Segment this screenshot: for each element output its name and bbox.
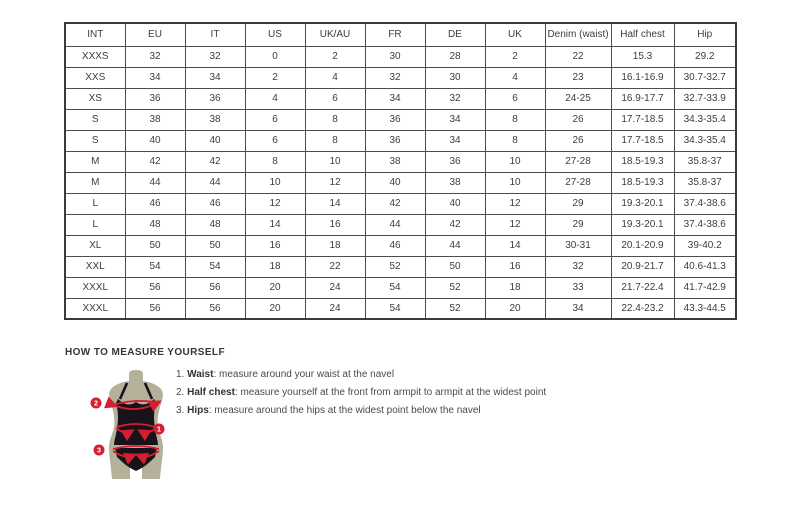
table-cell: 36 — [185, 88, 245, 109]
table-cell: 18.5-19.3 — [611, 151, 674, 172]
table-cell: 4 — [485, 67, 545, 88]
table-cell: 56 — [185, 298, 245, 319]
instruction-label: Half chest — [187, 387, 235, 398]
table-row — [65, 214, 736, 235]
table-cell: 54 — [185, 256, 245, 277]
table-cell: 42 — [125, 151, 185, 172]
table-cell: 23 — [545, 67, 611, 88]
table-cell: 38 — [365, 151, 425, 172]
table-cell: 50 — [125, 235, 185, 256]
column-header: Hip — [674, 23, 736, 46]
column-header: Denim (waist) — [545, 23, 611, 46]
table-cell: 21.7-22.4 — [611, 277, 674, 298]
size-cell: S — [65, 109, 125, 130]
table-cell: 6 — [305, 88, 365, 109]
column-header: INT — [65, 23, 125, 46]
table-cell: 12 — [305, 172, 365, 193]
size-cell: L — [65, 193, 125, 214]
instruction-label: Hips — [187, 405, 209, 416]
table-row — [65, 172, 736, 193]
measure-instructions-list — [176, 366, 616, 420]
table-cell: 39-40.2 — [674, 235, 736, 256]
instruction-number: 2. — [176, 387, 188, 398]
table-cell: 28 — [425, 46, 485, 67]
size-cell: M — [65, 151, 125, 172]
table-cell: 6 — [485, 88, 545, 109]
table-cell: 50 — [185, 235, 245, 256]
size-cell: XXL — [65, 256, 125, 277]
table-cell: 52 — [365, 256, 425, 277]
table-cell: 22 — [545, 46, 611, 67]
table-cell: 6 — [245, 109, 305, 130]
table-cell: 22.4-23.2 — [611, 298, 674, 319]
table-cell: 36 — [365, 109, 425, 130]
table-cell: 38 — [125, 109, 185, 130]
table-cell: 42 — [425, 214, 485, 235]
table-cell: 20 — [485, 298, 545, 319]
table-cell: 4 — [305, 67, 365, 88]
svg-text:3: 3 — [96, 445, 102, 455]
table-cell: 12 — [485, 214, 545, 235]
table-cell: 12 — [245, 193, 305, 214]
table-cell: 18 — [485, 277, 545, 298]
table-cell: 44 — [425, 235, 485, 256]
table-cell: 15.3 — [611, 46, 674, 67]
table-cell: 19.3-20.1 — [611, 214, 674, 235]
size-cell: S — [65, 130, 125, 151]
table-cell: 52 — [425, 298, 485, 319]
table-cell: 32 — [425, 88, 485, 109]
table-cell: 4 — [245, 88, 305, 109]
table-cell: 34 — [545, 298, 611, 319]
table-cell: 40 — [185, 130, 245, 151]
table-cell: 40 — [425, 193, 485, 214]
table-cell: 32 — [365, 67, 425, 88]
table-cell: 10 — [245, 172, 305, 193]
table-cell: 34 — [125, 67, 185, 88]
column-header: IT — [185, 23, 245, 46]
table-cell: 46 — [185, 193, 245, 214]
table-cell: 16.9-17.7 — [611, 88, 674, 109]
marker-badge-waist — [154, 424, 165, 435]
column-header: DE — [425, 23, 485, 46]
table-cell: 32.7-33.9 — [674, 88, 736, 109]
table-cell: 42 — [365, 193, 425, 214]
instruction-line — [176, 366, 616, 384]
table-header-row — [65, 23, 736, 46]
marker-badge-chest — [91, 398, 102, 409]
table-cell: 20 — [245, 298, 305, 319]
table-cell: 14 — [305, 193, 365, 214]
table-cell: 56 — [125, 277, 185, 298]
table-cell: 38 — [185, 109, 245, 130]
table-row — [65, 193, 736, 214]
how-to-measure-heading: HOW TO MEASURE YOURSELF — [65, 347, 225, 358]
column-header: US — [245, 23, 305, 46]
table-cell: 54 — [125, 256, 185, 277]
mannequin-figure-svg — [82, 369, 190, 481]
table-cell: 17.7-18.5 — [611, 130, 674, 151]
svg-text:2: 2 — [93, 398, 99, 408]
table-cell: 29 — [545, 193, 611, 214]
table-cell: 8 — [485, 109, 545, 130]
table-cell: 30.7-32.7 — [674, 67, 736, 88]
instruction-number: 1. — [176, 369, 188, 380]
table-cell: 30 — [425, 67, 485, 88]
table-cell: 24 — [305, 277, 365, 298]
table-cell: 27-28 — [545, 151, 611, 172]
table-cell: 44 — [185, 172, 245, 193]
table-cell: 52 — [425, 277, 485, 298]
size-cell: XXXL — [65, 277, 125, 298]
marker-badge-hips — [94, 445, 105, 456]
table-cell: 34 — [365, 88, 425, 109]
table-cell: 16 — [305, 214, 365, 235]
table-cell: 44 — [125, 172, 185, 193]
table-cell: 16 — [245, 235, 305, 256]
table-row — [65, 46, 736, 67]
table-cell: 33 — [545, 277, 611, 298]
table-cell: 14 — [245, 214, 305, 235]
table-cell: 29 — [545, 214, 611, 235]
table-cell: 48 — [185, 214, 245, 235]
table-cell: 2 — [485, 46, 545, 67]
table-cell: 18.5-19.3 — [611, 172, 674, 193]
instruction-number: 3. — [176, 405, 188, 416]
table-cell: 34.3-35.4 — [674, 109, 736, 130]
table-cell: 34.3-35.4 — [674, 130, 736, 151]
table-cell: 40 — [125, 130, 185, 151]
table-cell: 6 — [245, 130, 305, 151]
table-cell: 40 — [365, 172, 425, 193]
table-cell: 34 — [185, 67, 245, 88]
table-row — [65, 67, 736, 88]
table-cell: 17.7-18.5 — [611, 109, 674, 130]
table-cell: 30 — [365, 46, 425, 67]
table-cell: 32 — [125, 46, 185, 67]
column-header: FR — [365, 23, 425, 46]
table-cell: 20 — [245, 277, 305, 298]
column-header: Half chest — [611, 23, 674, 46]
size-cell: M — [65, 172, 125, 193]
table-cell: 41.7-42.9 — [674, 277, 736, 298]
table-cell: 12 — [485, 193, 545, 214]
size-cell: XL — [65, 235, 125, 256]
table-row — [65, 256, 736, 277]
table-cell: 10 — [485, 151, 545, 172]
table-cell: 20.1-20.9 — [611, 235, 674, 256]
size-cell: XXS — [65, 67, 125, 88]
table-row — [65, 151, 736, 172]
table-cell: 54 — [365, 298, 425, 319]
table-cell: 38 — [425, 172, 485, 193]
table-cell: 37.4-38.6 — [674, 214, 736, 235]
table-cell: 50 — [425, 256, 485, 277]
table-cell: 32 — [185, 46, 245, 67]
table-cell: 8 — [305, 109, 365, 130]
table-cell: 46 — [365, 235, 425, 256]
table-cell: 24-25 — [545, 88, 611, 109]
table-cell: 36 — [125, 88, 185, 109]
table-cell: 35.8-37 — [674, 151, 736, 172]
table-cell: 46 — [125, 193, 185, 214]
size-chart-table — [64, 22, 737, 320]
table-cell: 2 — [245, 67, 305, 88]
table-cell: 0 — [245, 46, 305, 67]
table-cell: 34 — [425, 109, 485, 130]
table-cell: 2 — [305, 46, 365, 67]
svg-text:1: 1 — [156, 424, 162, 434]
table-row — [65, 130, 736, 151]
instruction-text: : measure around your waist at the navel — [213, 369, 395, 380]
table-cell: 24 — [305, 298, 365, 319]
table-cell: 42 — [185, 151, 245, 172]
table-cell: 10 — [305, 151, 365, 172]
table-cell: 30-31 — [545, 235, 611, 256]
table-cell: 16.1-16.9 — [611, 67, 674, 88]
table-row — [65, 109, 736, 130]
table-row — [65, 298, 736, 319]
table-cell: 27-28 — [545, 172, 611, 193]
table-cell: 19.3-20.1 — [611, 193, 674, 214]
table-cell: 40.6-41.3 — [674, 256, 736, 277]
table-cell: 20.9-21.7 — [611, 256, 674, 277]
table-cell: 56 — [125, 298, 185, 319]
instruction-text: : measure yourself at the front from armpit to armpit at the widest point — [234, 387, 547, 398]
table-cell: 32 — [545, 256, 611, 277]
table-cell: 26 — [545, 130, 611, 151]
size-cell: XS — [65, 88, 125, 109]
table-cell: 16 — [485, 256, 545, 277]
table-row — [65, 88, 736, 109]
column-header: UK — [485, 23, 545, 46]
table-cell: 18 — [245, 256, 305, 277]
table-cell: 14 — [485, 235, 545, 256]
table-cell: 54 — [365, 277, 425, 298]
table-cell: 26 — [545, 109, 611, 130]
table-cell: 37.4-38.6 — [674, 193, 736, 214]
table-cell: 29.2 — [674, 46, 736, 67]
size-cell: L — [65, 214, 125, 235]
table-cell: 56 — [185, 277, 245, 298]
table-cell: 8 — [485, 130, 545, 151]
table-cell: 8 — [245, 151, 305, 172]
instruction-text: : measure around the hips at the widest point below the navel — [208, 405, 481, 416]
table-cell: 22 — [305, 256, 365, 277]
instruction-line — [176, 402, 616, 420]
column-header: EU — [125, 23, 185, 46]
instruction-label: Waist — [187, 369, 214, 380]
table-cell: 34 — [425, 130, 485, 151]
measurement-figure-illustration — [82, 369, 190, 481]
table-cell: 36 — [425, 151, 485, 172]
table-cell: 35.8-37 — [674, 172, 736, 193]
table-cell: 36 — [365, 130, 425, 151]
column-header: UK/AU — [305, 23, 365, 46]
table-cell: 48 — [125, 214, 185, 235]
instruction-line — [176, 384, 616, 402]
table-cell: 18 — [305, 235, 365, 256]
table-row — [65, 277, 736, 298]
table-row — [65, 235, 736, 256]
table-cell: 43.3-44.5 — [674, 298, 736, 319]
table-cell: 44 — [365, 214, 425, 235]
table-cell: 10 — [485, 172, 545, 193]
table-body — [65, 46, 736, 319]
size-cell: XXXS — [65, 46, 125, 67]
table-cell: 8 — [305, 130, 365, 151]
size-cell: XXXL — [65, 298, 125, 319]
